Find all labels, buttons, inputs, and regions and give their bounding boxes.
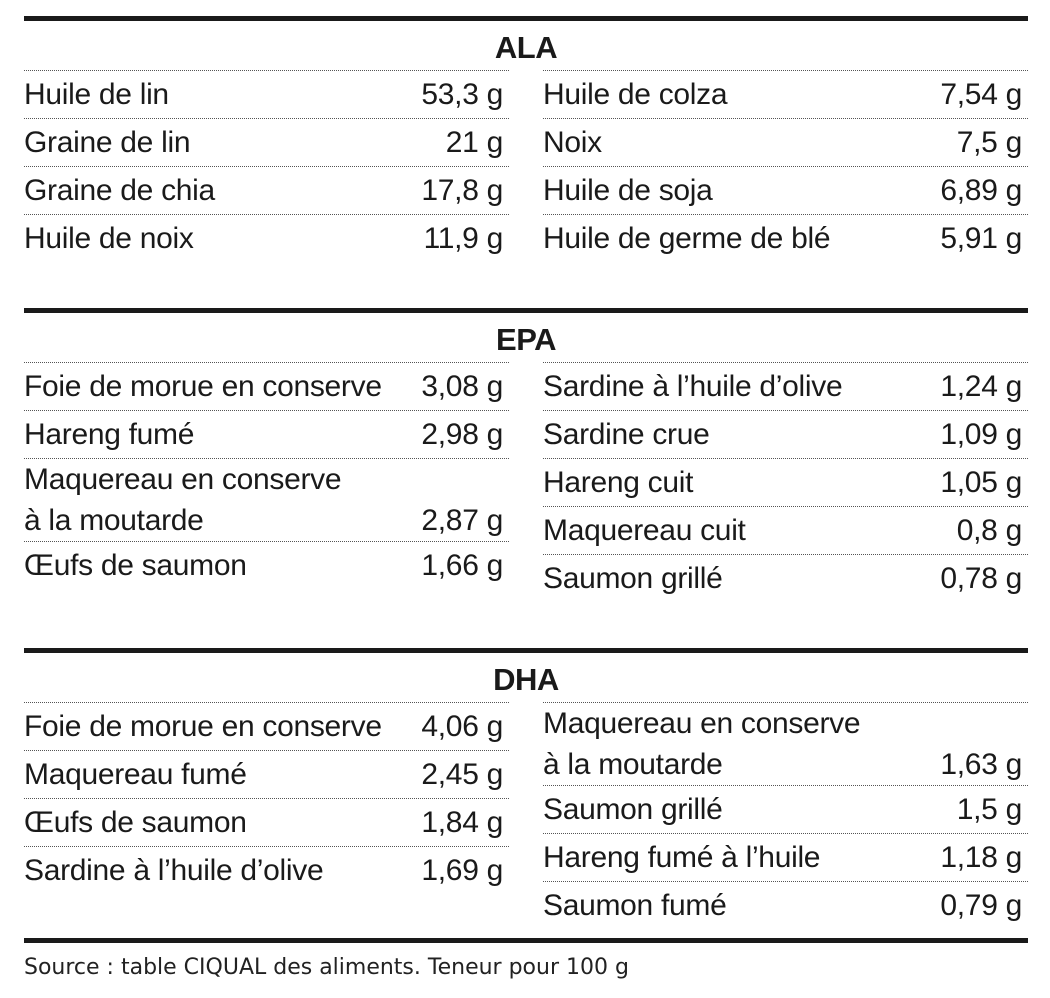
table-row: [543, 703, 1028, 786]
food-name: Maquereau en conserve à la moutarde: [543, 707, 861, 781]
table-row: [543, 459, 1028, 507]
food-name: Maquereau en conserve à la moutarde: [24, 463, 342, 537]
table-row: [24, 215, 509, 262]
food-name: Hareng fumé: [24, 418, 195, 451]
table-row: [24, 363, 509, 411]
food-value: 7,54 g: [940, 78, 1022, 111]
food-name: Huile de noix: [24, 222, 194, 255]
food-value: 1,09 g: [940, 418, 1022, 451]
food-name: Hareng fumé à l’huile: [543, 841, 821, 874]
food-value: 17,8 g: [421, 174, 503, 207]
food-name: Œufs de saumon: [24, 806, 247, 839]
table-row: [24, 847, 509, 894]
section-title: EPA: [496, 322, 556, 357]
right-column: [543, 70, 1028, 262]
source-note: Source : table CIQUAL des aliments. Teneur pour 100 g: [24, 955, 629, 980]
food-value: 11,9 g: [423, 222, 503, 255]
food-value: 53,3 g: [421, 78, 503, 111]
food-value: 1,05 g: [940, 466, 1022, 499]
food-value: 0,79 g: [940, 889, 1022, 922]
right-column: [543, 362, 1028, 602]
food-value: 2,45 g: [421, 758, 503, 791]
left-column: [24, 702, 509, 929]
food-value: 1,24 g: [940, 370, 1022, 403]
table-row: [543, 363, 1028, 411]
bottom-rule: [24, 938, 1028, 943]
section-columns: [24, 70, 1028, 262]
table-row: [543, 786, 1028, 834]
table-row: [543, 555, 1028, 602]
food-value: 1,18 g: [940, 841, 1022, 874]
table-row: [24, 411, 509, 459]
table-row: [24, 167, 509, 215]
food-value: 1,66 g: [421, 549, 503, 582]
table-row: [24, 119, 509, 167]
right-column: [543, 702, 1028, 929]
table-row: [24, 799, 509, 847]
table-row: [24, 751, 509, 799]
section-columns: [24, 362, 1028, 602]
food-name: Hareng cuit: [543, 466, 694, 499]
food-value: 7,5 g: [956, 126, 1022, 159]
food-value: 1,69 g: [421, 854, 503, 887]
food-value: 2,87 g: [421, 504, 503, 537]
food-name: Œufs de saumon: [24, 549, 247, 582]
table-row: [24, 71, 509, 119]
section-epa: [24, 308, 1028, 602]
food-value: 1,5 g: [956, 793, 1022, 826]
food-name: Maquereau fumé: [24, 758, 247, 791]
food-name: Saumon grillé: [543, 562, 723, 595]
food-value: 1,84 g: [421, 806, 503, 839]
table-row: [543, 71, 1028, 119]
food-value: 0,78 g: [940, 562, 1022, 595]
table-row: [24, 542, 509, 589]
section-title: ALA: [494, 30, 558, 65]
section-columns: [24, 702, 1028, 929]
food-name: Huile de germe de blé: [543, 222, 831, 255]
table-row: [543, 834, 1028, 882]
left-column: [24, 362, 509, 602]
food-value: 0,8 g: [956, 514, 1022, 547]
food-name: Sardine crue: [543, 418, 710, 451]
table-row: [543, 119, 1028, 167]
food-value: 5,91 g: [940, 222, 1022, 255]
table-row: [24, 703, 509, 751]
food-value: 6,89 g: [940, 174, 1022, 207]
section-ala: [24, 16, 1028, 262]
food-name: Sardine à l’huile d’olive: [24, 854, 324, 887]
food-name: Huile de colza: [543, 78, 728, 111]
food-name: Foie de morue en conserve: [24, 710, 382, 743]
section-title: DHA: [493, 662, 559, 697]
table-row: [543, 507, 1028, 555]
table-row: [543, 167, 1028, 215]
food-name: Graine de lin: [24, 126, 191, 159]
table-row: [24, 459, 509, 542]
food-value: 21 g: [445, 126, 503, 159]
food-name: Foie de morue en conserve: [24, 370, 382, 403]
left-column: [24, 70, 509, 262]
section-dha: [24, 648, 1028, 929]
food-name: Graine de chia: [24, 174, 215, 207]
food-name: Huile de lin: [24, 78, 169, 111]
food-name: Noix: [543, 126, 602, 159]
table-row: [543, 215, 1028, 262]
food-value: 4,06 g: [421, 710, 503, 743]
food-value: 1,63 g: [940, 748, 1022, 781]
table-row: [543, 411, 1028, 459]
table-row: [543, 882, 1028, 929]
food-name: Huile de soja: [543, 174, 713, 207]
food-name: Saumon grillé: [543, 793, 723, 826]
food-value: 3,08 g: [421, 370, 503, 403]
food-value: 2,98 g: [421, 418, 503, 451]
food-name: Sardine à l’huile d’olive: [543, 370, 843, 403]
food-name: Maquereau cuit: [543, 514, 746, 547]
food-name: Saumon fumé: [543, 889, 727, 922]
